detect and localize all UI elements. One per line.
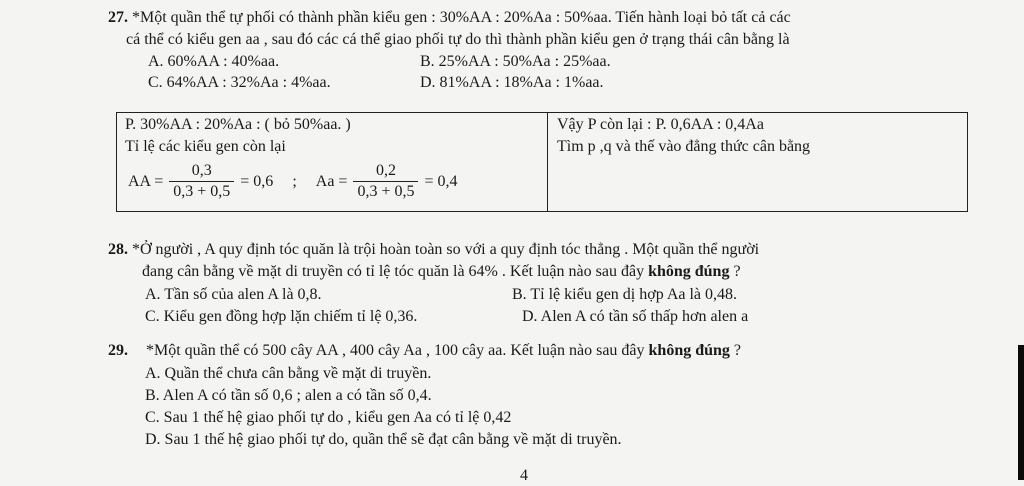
solution-box-divider xyxy=(547,113,548,211)
q29-number: 29. xyxy=(108,342,128,359)
q27-line2: cá thể có kiểu gen aa , sau đó các cá thể giao phối tự do thì thành phần kiểu gen ở trạng thái cân bằng là xyxy=(126,31,790,48)
solution-right-line1: Vậy P còn lại : P. 0,6AA : 0,4Aa xyxy=(557,116,764,133)
q29-option-b: B. Alen A có tần số 0,6 ; alen a có tần số 0,4. xyxy=(145,387,432,404)
q28-line1 xyxy=(108,240,759,260)
Aa-fraction xyxy=(353,161,418,202)
q28-line2 xyxy=(142,262,741,282)
q28-text2-bold: không đúng xyxy=(648,263,730,280)
q27-line1 xyxy=(108,8,791,28)
q27-option-d: D. 81%AA : 18%Aa : 1%aa. xyxy=(420,74,604,91)
q29-text1-bold: không đúng xyxy=(648,342,730,359)
q27-text1: *Một quần thể tự phối có thành phần kiểu gen : 30%AA : 20%Aa : 50%aa. Tiến hành loại bỏ tất cả các xyxy=(132,9,791,26)
q29-option-a: A. Quần thể chưa cân bằng về mặt di truyền. xyxy=(145,365,432,382)
q29-line1 xyxy=(108,341,741,361)
q29-option-c: C. Sau 1 thế hệ giao phối tự do , kiểu gen Aa có tỉ lệ 0,42 xyxy=(145,409,512,426)
q28-text2-pre: đang cân bằng về mặt di truyền có tỉ lệ tóc quăn là 64% . Kết luận nào sau đây xyxy=(142,263,649,280)
q27-option-c: C. 64%AA : 32%Aa : 4%aa. xyxy=(148,74,331,91)
q27-option-a: A. 60%AA : 40%aa. xyxy=(148,53,280,70)
formula-separator: ; xyxy=(292,172,297,190)
q27-option-b: B. 25%AA : 50%Aa : 25%aa. xyxy=(420,53,611,70)
q29-text1-post: ? xyxy=(729,342,742,359)
Aa-result: = 0,4 xyxy=(424,172,458,190)
aa-denominator: 0,3 + 0,5 xyxy=(173,183,231,200)
q29-text1-pre: *Một quần thể có 500 cây AA , 400 cây Aa , 100 cây aa. Kết luận nào sau đây xyxy=(146,342,649,359)
q27-number: 27. xyxy=(108,9,128,26)
solution-left-line2: Tỉ lệ các kiểu gen còn lại xyxy=(125,138,286,155)
q28-option-b: B. Tỉ lệ kiểu gen dị hợp Aa là 0,48. xyxy=(512,286,738,303)
aa-result: = 0,6 xyxy=(240,172,274,190)
scrollbar-edge xyxy=(1018,345,1024,480)
solution-right-line2: Tìm p ,q và thế vào đẳng thức cân bằng xyxy=(557,138,811,155)
q28-text2-post: ? xyxy=(729,263,741,280)
aa-numerator: 0,3 xyxy=(169,161,234,182)
Aa-label: Aa = xyxy=(315,172,348,190)
q28-option-a: A. Tần số của alen A là 0,8. xyxy=(145,286,322,303)
solution-box xyxy=(116,112,968,212)
Aa-numerator: 0,2 xyxy=(353,161,418,182)
solution-formula xyxy=(125,161,461,202)
q28-text1: *Ở người , A quy định tóc quăn là trội hoàn toàn so với a quy định tóc thẳng . Một quần thể người xyxy=(132,241,760,258)
q28-option-d: D. Alen A có tần số thấp hơn alen a xyxy=(522,308,749,325)
q28-number: 28. xyxy=(108,241,128,258)
aa-fraction xyxy=(169,161,234,202)
aa-label: AA = xyxy=(128,172,164,190)
q29-option-d: D. Sau 1 thế hệ giao phối tự do, quần thể sẽ đạt cân bằng về mặt di truyền. xyxy=(145,431,622,448)
Aa-denominator: 0,3 + 0,5 xyxy=(357,183,415,200)
page-number: 4 xyxy=(520,467,528,484)
solution-left-line1: P. 30%AA : 20%Aa : ( bỏ 50%aa. ) xyxy=(125,116,351,133)
q28-option-c: C. Kiểu gen đồng hợp lặn chiếm tỉ lệ 0,36. xyxy=(145,308,418,325)
